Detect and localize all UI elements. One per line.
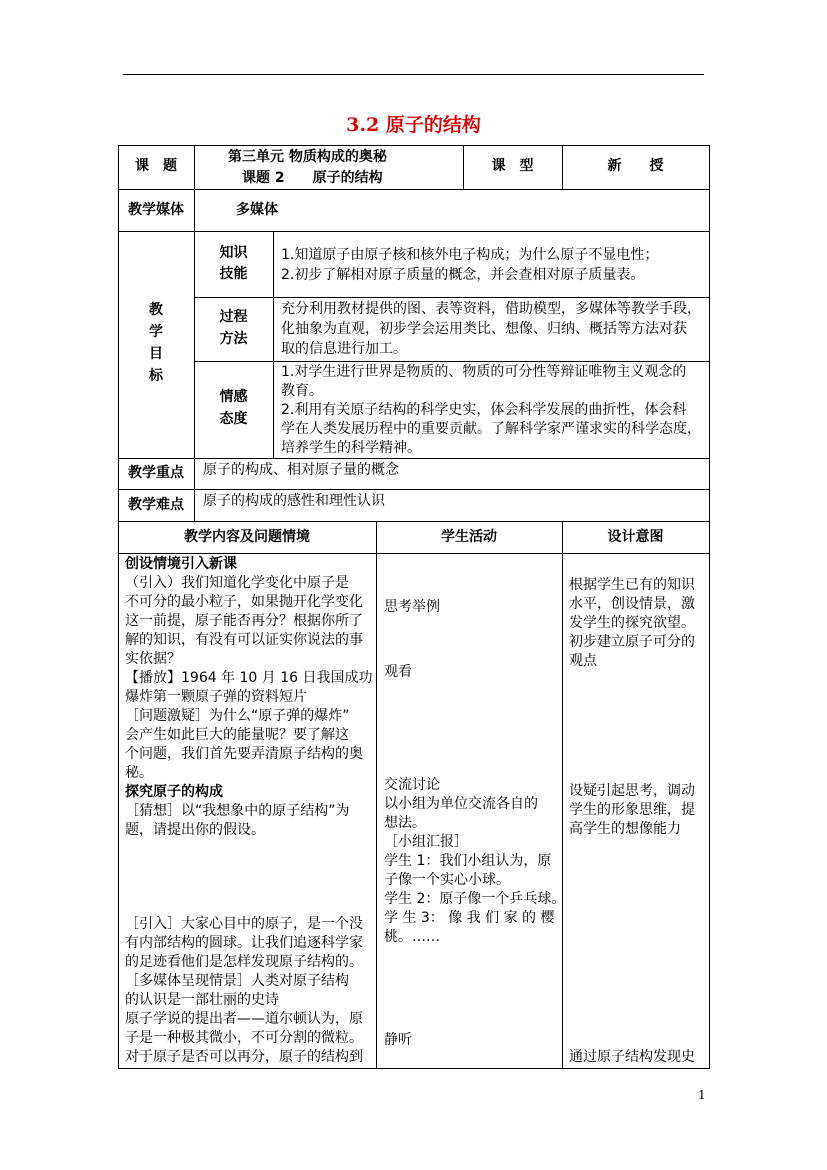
emotion-label-1: 情感 bbox=[219, 389, 248, 405]
activity-line: 观看 bbox=[384, 664, 412, 680]
content-line: ［问题激疑］为什么“原子弹的爆炸” bbox=[125, 708, 350, 724]
design-line: 设疑引起思考，调动 bbox=[569, 783, 695, 799]
activity-line: 学 生 3： 像 我 们 家 的 樱 bbox=[384, 910, 555, 926]
activity-line: ［小组汇报］ bbox=[384, 834, 468, 850]
process-label-1: 过程 bbox=[219, 309, 248, 325]
page-title: 3.2 原子的结构 bbox=[346, 114, 481, 136]
knowledge-line-1: 1.知道原子由原子核和核外电子构成；为什么原子不显电性； bbox=[281, 247, 659, 263]
content-line: 题，请提出你的假设。 bbox=[125, 822, 265, 838]
column-content-header: 教学内容及问题情境 bbox=[184, 529, 310, 545]
emotion-line-1: 1.对学生进行世界是物质的、物质的可分性等辩证唯物主义观念的 bbox=[281, 364, 687, 380]
table-rule bbox=[118, 231, 710, 232]
content-line: 子是一种极其微小，不可分割的微粒。 bbox=[125, 1030, 363, 1046]
table-rule bbox=[273, 231, 274, 458]
activity-line: 想法。 bbox=[384, 815, 426, 831]
type-label: 课 型 bbox=[491, 158, 534, 174]
content-line: 探究原子的构成 bbox=[125, 784, 223, 800]
media-label: 教学媒体 bbox=[128, 202, 184, 218]
content-line: 爆炸第一颗原子弹的资料短片 bbox=[125, 689, 307, 705]
design-line: 水平，创设情景，激 bbox=[569, 596, 695, 612]
activity-line: 以小组为单位交流各自的 bbox=[384, 796, 538, 812]
content-line: 实依据？ bbox=[125, 651, 181, 667]
knowledge-line-2: 2.初步了解相对原子质量的概念，并会查相对原子质量表。 bbox=[281, 267, 645, 283]
goals-label-3: 目 bbox=[149, 346, 163, 362]
content-line: ［多媒体呈现情景］人类对原子结构 bbox=[125, 973, 349, 989]
design-line: 根据学生已有的知识 bbox=[569, 577, 695, 593]
activity-line: 子像一个实心小球。 bbox=[384, 872, 510, 888]
design-line: 学生的形象思维，提 bbox=[569, 802, 695, 818]
content-line: 解的知识，有没有可以证实你说法的事 bbox=[125, 632, 363, 648]
emotion-label-2: 态度 bbox=[219, 411, 248, 427]
knowledge-label-1: 知识 bbox=[219, 245, 248, 261]
content-line: 这一前提，原子能否再分？根据你所了 bbox=[125, 613, 363, 629]
design-line: 发学生的探究欲望。 bbox=[569, 615, 695, 631]
content-line: 个问题，我们首先要弄清原子结构的奥 bbox=[125, 746, 363, 762]
content-line: 的足迹看他们是怎样发现原子结构的。 bbox=[125, 954, 363, 970]
table-border-left bbox=[118, 145, 119, 1069]
content-line: 不可分的最小粒子，如果抛开化学变化 bbox=[125, 594, 363, 610]
content-line: 有内部结构的圆球。让我们追逐科学家 bbox=[125, 935, 363, 951]
table-rule bbox=[562, 521, 563, 1069]
emotion-line-3: 2.利用有关原子结构的科学史实，体会科学发展的曲折性，体会科 bbox=[281, 402, 687, 418]
table-border-bottom bbox=[118, 1068, 710, 1069]
table-border-top bbox=[118, 145, 710, 146]
activity-line: 思考举例 bbox=[384, 599, 440, 615]
content-line: 会产生如此巨大的能量呢？要了解这 bbox=[125, 727, 349, 743]
process-line-3: 取的信息进行加工。 bbox=[281, 341, 407, 357]
key-point-value: 原子的构成、相对原子量的概念 bbox=[203, 462, 399, 478]
column-activity-header: 学生活动 bbox=[441, 529, 497, 545]
content-line: 创设情境引入新课 bbox=[125, 556, 237, 572]
emotion-line-4: 学在人类发展历程中的重要贡献。了解科学家严谨求实的科学态度， bbox=[281, 421, 701, 437]
activity-line: 学生 2：原子像一个乒乓球。 bbox=[384, 891, 566, 907]
activity-line: 桃。…… bbox=[384, 929, 440, 945]
topic-label: 课 题 bbox=[135, 158, 177, 174]
design-line: 观点 bbox=[569, 653, 597, 669]
key-point-label: 教学重点 bbox=[128, 465, 184, 481]
type-value: 新 授 bbox=[607, 158, 664, 174]
table-rule bbox=[118, 489, 710, 490]
process-label-2: 方法 bbox=[219, 331, 248, 347]
content-line: 对于原子是否可以再分，原子的结构到 bbox=[125, 1049, 363, 1065]
topic-line-2: 课题 2 原子的结构 bbox=[242, 170, 383, 186]
process-line-2: 化抽象为直观，初步学会运用类比、想像、归纳、概括等方法对获 bbox=[281, 321, 687, 337]
table-rule bbox=[118, 521, 710, 522]
design-line: 初步建立原子可分的 bbox=[569, 634, 695, 650]
table-rule bbox=[118, 189, 710, 190]
content-line: ［猜想］以“我想象中的原子结构”为 bbox=[125, 803, 350, 819]
page-number: 1 bbox=[698, 1088, 706, 1102]
activity-line: 静听 bbox=[384, 1032, 412, 1048]
design-line: 通过原子结构发现史 bbox=[569, 1049, 695, 1065]
activity-line: 学生 1：我们小组认为，原 bbox=[384, 853, 552, 869]
table-rule bbox=[118, 458, 710, 459]
goals-label-1: 教 bbox=[149, 302, 163, 318]
emotion-line-5: 培养学生的科学精神。 bbox=[281, 440, 421, 456]
content-line: （引入）我们知道化学变化中原子是 bbox=[125, 575, 349, 591]
topic-line-1: 第三单元 物质构成的奥秘 bbox=[228, 149, 387, 165]
goals-label-2: 学 bbox=[149, 324, 163, 340]
content-line: ［引入］大家心目中的原子，是一个没 bbox=[125, 916, 363, 932]
content-line: 秘。 bbox=[125, 765, 153, 781]
activity-line: 交流讨论 bbox=[384, 777, 440, 793]
goals-label-4: 标 bbox=[149, 368, 163, 384]
emotion-line-2: 教育。 bbox=[281, 383, 323, 399]
table-border-right bbox=[709, 145, 710, 1069]
media-value: 多媒体 bbox=[236, 202, 278, 218]
header-rule bbox=[123, 74, 704, 75]
content-line: 原子学说的提出者——道尔顿认为，原 bbox=[125, 1011, 363, 1027]
difficulty-label: 教学难点 bbox=[128, 497, 184, 513]
content-line: 的认识是一部壮丽的史诗 bbox=[125, 992, 279, 1008]
difficulty-value: 原子的构成的感性和理性认识 bbox=[203, 493, 385, 509]
knowledge-label-2: 技能 bbox=[219, 266, 248, 282]
process-line-1: 充分利用教材提供的图、表等资料，借助模型，多媒体等教学手段， bbox=[281, 301, 701, 317]
content-line: 【播放】1964 年 10 月 16 日我国成功 bbox=[125, 670, 373, 686]
table-rule bbox=[194, 297, 710, 298]
design-line: 高学生的想像能力 bbox=[569, 821, 681, 837]
column-design-header: 设计意图 bbox=[607, 529, 664, 545]
table-rule bbox=[376, 521, 377, 1069]
